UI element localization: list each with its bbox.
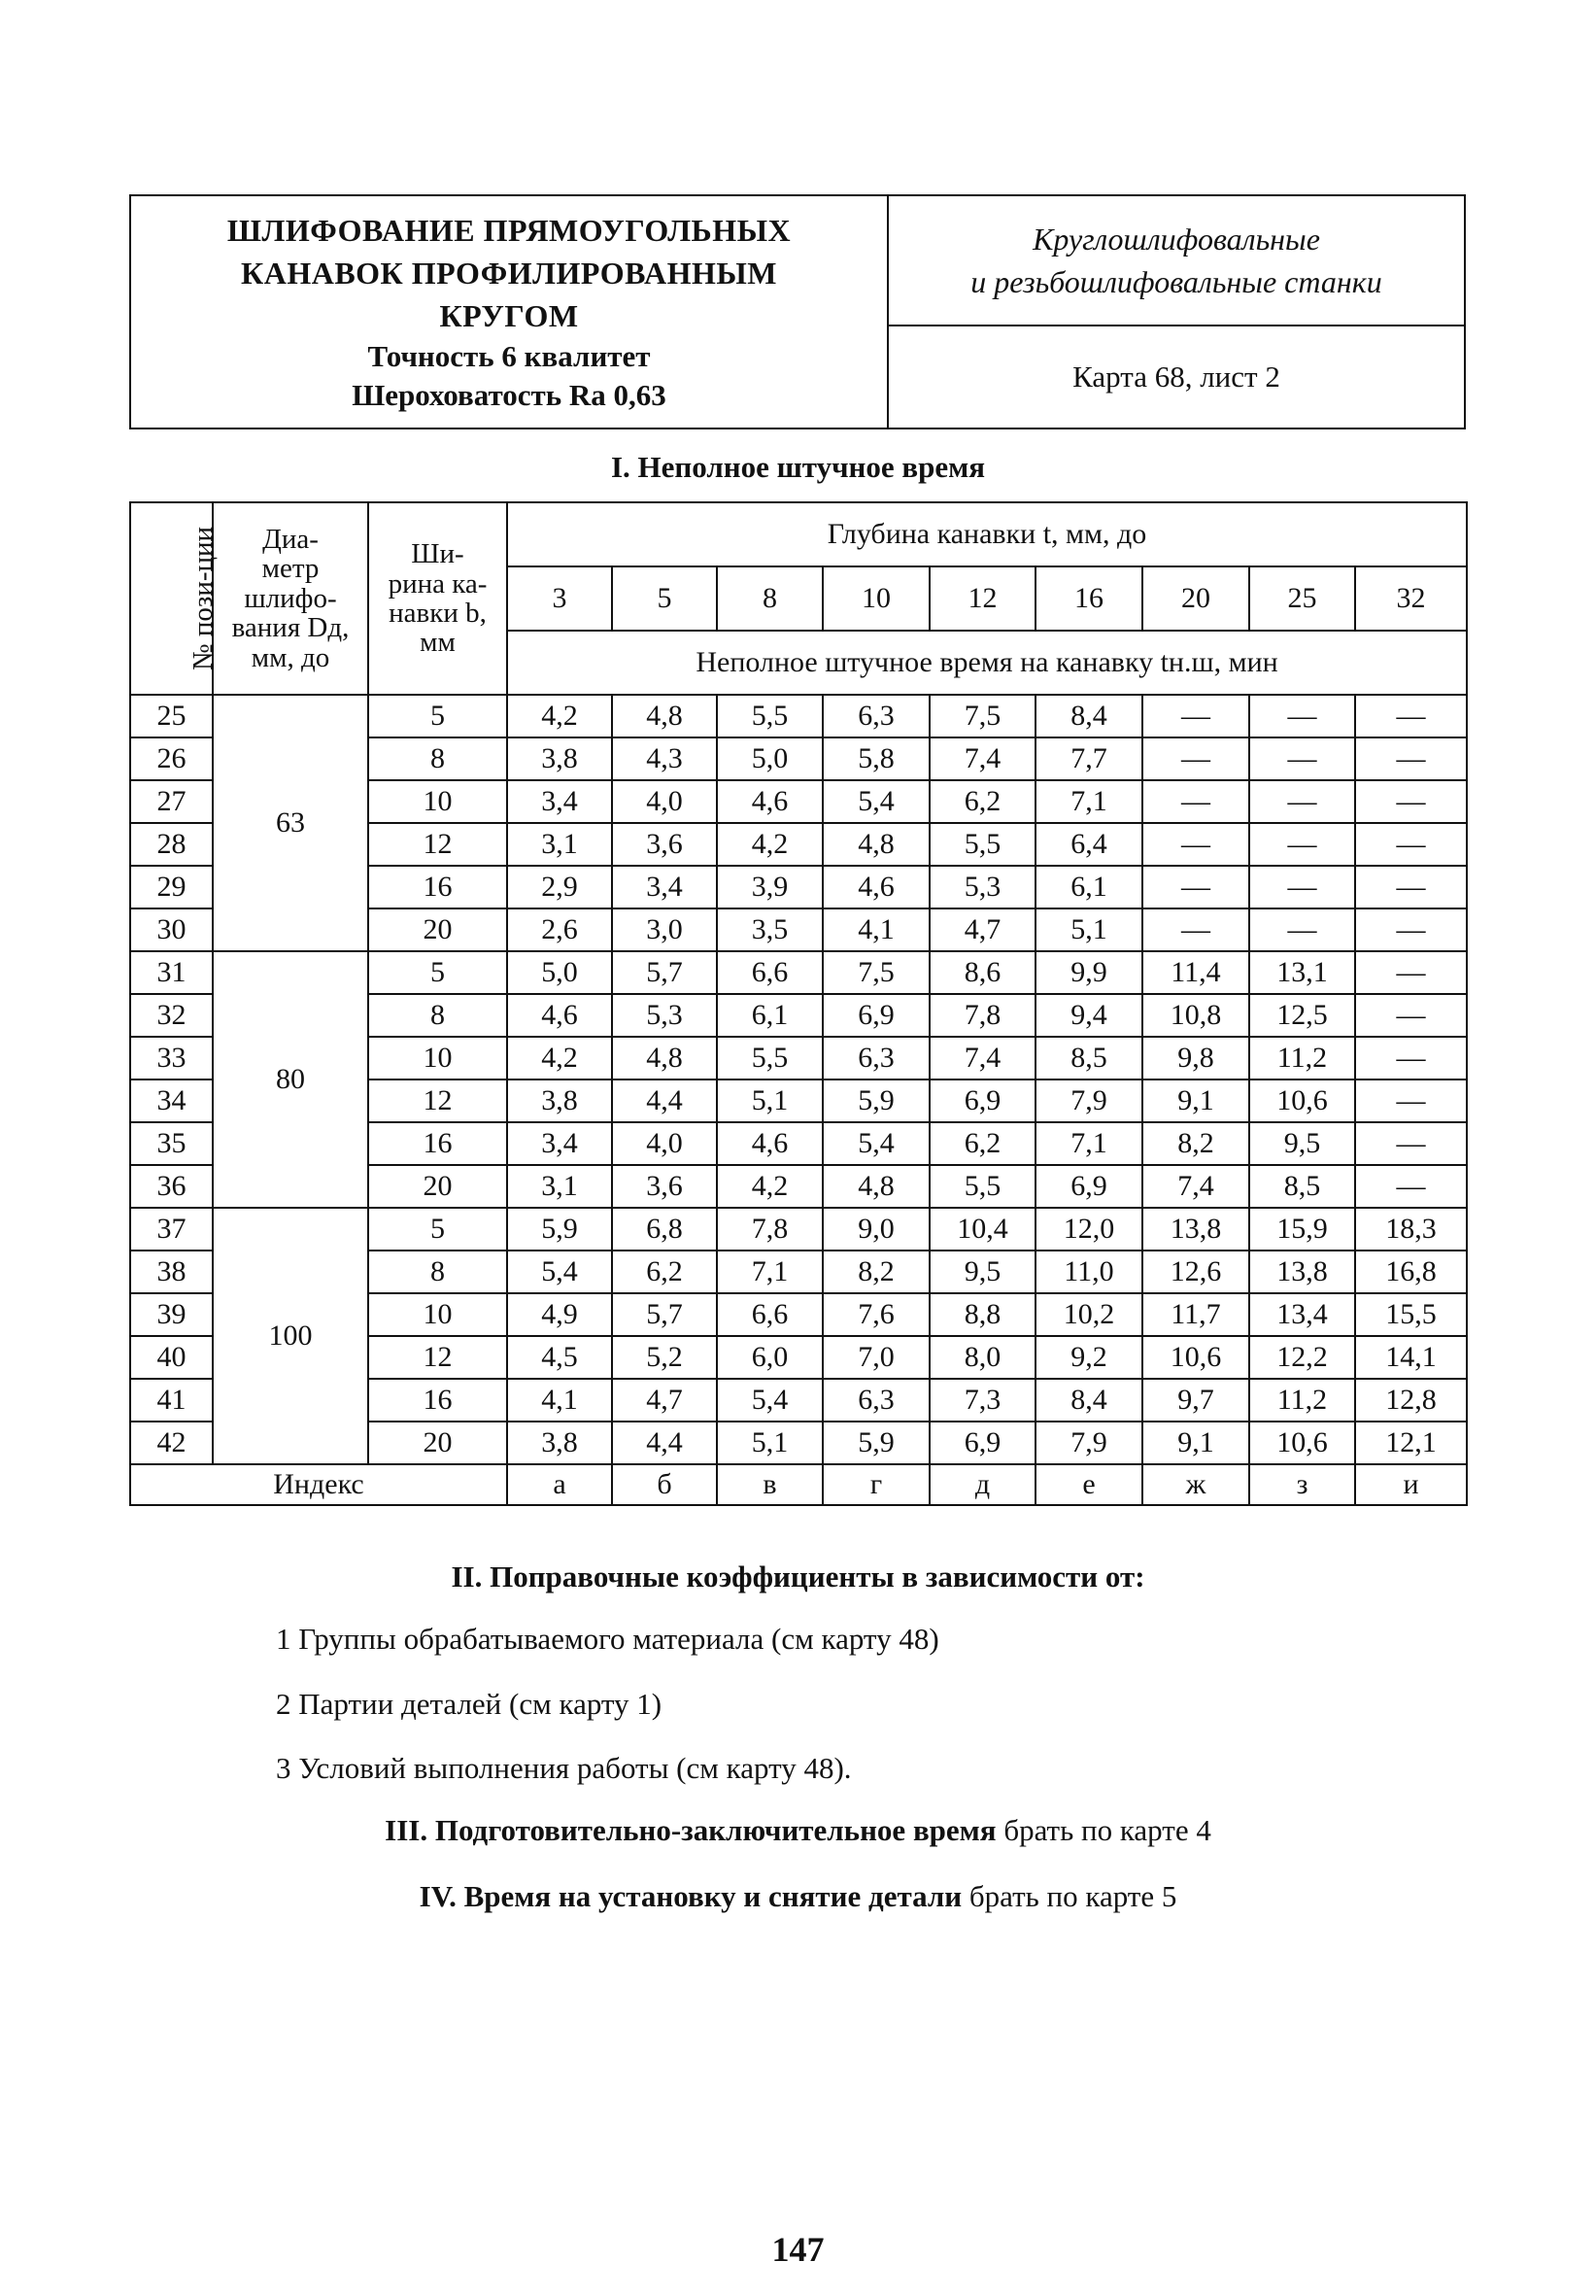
position-cell: 28 bbox=[130, 823, 213, 866]
time-value-cell: 5,7 bbox=[612, 1293, 717, 1336]
section-4 bbox=[0, 1879, 1596, 1914]
width-cell: 16 bbox=[368, 1122, 507, 1165]
time-value-cell: 3,6 bbox=[612, 1165, 717, 1208]
time-value-cell: 6,2 bbox=[930, 1122, 1036, 1165]
depth-cell: 5 bbox=[612, 566, 717, 631]
time-value-cell: 6,9 bbox=[823, 994, 930, 1037]
position-cell: 26 bbox=[130, 737, 213, 780]
time-value-cell: 4,1 bbox=[507, 1379, 612, 1422]
time-value-cell: 4,4 bbox=[612, 1422, 717, 1464]
time-value-cell: 5,3 bbox=[930, 866, 1036, 908]
time-value-cell: — bbox=[1355, 866, 1467, 908]
diameter-header-line: Диа- bbox=[262, 523, 319, 555]
time-value-cell: 4,1 bbox=[823, 908, 930, 951]
time-value-cell: — bbox=[1355, 951, 1467, 994]
position-cell: 31 bbox=[130, 951, 213, 994]
section-3-text: брать по карте 4 bbox=[996, 1813, 1211, 1847]
time-value-cell: — bbox=[1355, 994, 1467, 1037]
depth-header: Глубина канавки t, мм, до bbox=[507, 502, 1467, 566]
diameter-cell: 63 bbox=[213, 695, 368, 951]
machines-cell bbox=[889, 196, 1464, 326]
width-header-line: навки b, bbox=[389, 598, 487, 629]
depth-cell: 25 bbox=[1249, 566, 1355, 631]
time-value-cell: 5,5 bbox=[930, 1165, 1036, 1208]
time-value-cell: — bbox=[1249, 908, 1355, 951]
time-value-cell: 3,9 bbox=[717, 866, 823, 908]
time-value-cell: 7,1 bbox=[717, 1251, 823, 1293]
time-value-cell: 4,8 bbox=[612, 695, 717, 737]
time-value-cell: 10,6 bbox=[1142, 1336, 1249, 1379]
time-header: Неполное штучное время на канавку tн.ш, мин bbox=[507, 631, 1467, 695]
time-value-cell: 6,8 bbox=[612, 1208, 717, 1251]
time-value-cell: 7,8 bbox=[930, 994, 1036, 1037]
time-value-cell: 9,0 bbox=[823, 1208, 930, 1251]
width-cell: 5 bbox=[368, 951, 507, 994]
position-cell: 41 bbox=[130, 1379, 213, 1422]
time-value-cell: 18,3 bbox=[1355, 1208, 1467, 1251]
time-value-cell: — bbox=[1355, 908, 1467, 951]
time-value-cell: 5,5 bbox=[717, 1037, 823, 1079]
time-value-cell: 4,5 bbox=[507, 1336, 612, 1379]
time-value-cell: 9,1 bbox=[1142, 1079, 1249, 1122]
time-value-cell: — bbox=[1249, 823, 1355, 866]
time-value-cell: — bbox=[1249, 695, 1355, 737]
time-value-cell: 12,0 bbox=[1036, 1208, 1142, 1251]
time-value-cell: — bbox=[1142, 695, 1249, 737]
time-value-cell: 7,4 bbox=[1142, 1165, 1249, 1208]
width-cell: 12 bbox=[368, 1336, 507, 1379]
depth-cell: 20 bbox=[1142, 566, 1249, 631]
time-value-cell: 6,2 bbox=[930, 780, 1036, 823]
time-value-cell: 13,1 bbox=[1249, 951, 1355, 994]
time-value-cell: 5,5 bbox=[717, 695, 823, 737]
time-value-cell: 7,9 bbox=[1036, 1079, 1142, 1122]
width-cell: 16 bbox=[368, 866, 507, 908]
time-value-cell: 8,2 bbox=[823, 1251, 930, 1293]
depth-cell: 32 bbox=[1355, 566, 1467, 631]
header-title-cell bbox=[131, 196, 889, 428]
depth-cell: 12 bbox=[930, 566, 1036, 631]
width-cell: 8 bbox=[368, 1251, 507, 1293]
time-value-cell: 6,3 bbox=[823, 1379, 930, 1422]
width-cell: 8 bbox=[368, 737, 507, 780]
time-value-cell: 5,1 bbox=[717, 1079, 823, 1122]
diameter-header bbox=[213, 502, 368, 695]
width-cell: 10 bbox=[368, 1037, 507, 1079]
time-value-cell: 5,4 bbox=[507, 1251, 612, 1293]
page-number: 147 bbox=[771, 2230, 825, 2269]
note-2: 2 Партии деталей (см карту 1) bbox=[276, 1687, 662, 1721]
time-value-cell: 9,5 bbox=[930, 1251, 1036, 1293]
time-value-cell: 8,5 bbox=[1249, 1165, 1355, 1208]
time-value-cell: 4,0 bbox=[612, 1122, 717, 1165]
time-value-cell: 9,1 bbox=[1142, 1422, 1249, 1464]
time-value-cell: 5,4 bbox=[823, 1122, 930, 1165]
time-value-cell: 6,0 bbox=[717, 1336, 823, 1379]
time-value-cell: 6,9 bbox=[930, 1422, 1036, 1464]
time-value-cell: 11,7 bbox=[1142, 1293, 1249, 1336]
time-value-cell: 15,5 bbox=[1355, 1293, 1467, 1336]
time-value-cell: 3,8 bbox=[507, 1079, 612, 1122]
section-4-title: IV. Время на установку и снятие детали bbox=[419, 1879, 963, 1913]
time-value-cell: 8,4 bbox=[1036, 1379, 1142, 1422]
width-cell: 20 bbox=[368, 908, 507, 951]
time-value-cell: 7,7 bbox=[1036, 737, 1142, 780]
time-value-cell: 10,6 bbox=[1249, 1422, 1355, 1464]
depth-cell: 10 bbox=[823, 566, 930, 631]
time-value-cell: 11,0 bbox=[1036, 1251, 1142, 1293]
position-cell: 38 bbox=[130, 1251, 213, 1293]
time-value-cell: 4,6 bbox=[507, 994, 612, 1037]
width-cell: 10 bbox=[368, 1293, 507, 1336]
time-value-cell: 4,9 bbox=[507, 1293, 612, 1336]
time-value-cell: 6,6 bbox=[717, 1293, 823, 1336]
time-value-cell: 7,4 bbox=[930, 737, 1036, 780]
time-value-cell: 9,7 bbox=[1142, 1379, 1249, 1422]
table-row bbox=[130, 951, 1467, 994]
time-value-cell: 5,9 bbox=[823, 1422, 930, 1464]
time-value-cell: 8,5 bbox=[1036, 1037, 1142, 1079]
diameter-header-line: мм, до bbox=[251, 641, 330, 673]
time-value-cell: 4,6 bbox=[823, 866, 930, 908]
time-table bbox=[129, 501, 1468, 1506]
time-value-cell: 9,5 bbox=[1249, 1122, 1355, 1165]
time-value-cell: 9,4 bbox=[1036, 994, 1142, 1037]
position-cell: 34 bbox=[130, 1079, 213, 1122]
time-value-cell: 4,6 bbox=[717, 1122, 823, 1165]
time-value-cell: 4,7 bbox=[930, 908, 1036, 951]
time-value-cell: 4,7 bbox=[612, 1379, 717, 1422]
depth-cell: 3 bbox=[507, 566, 612, 631]
header-right bbox=[889, 196, 1464, 428]
width-header-line: Ши- bbox=[411, 538, 464, 570]
time-value-cell: 4,2 bbox=[717, 823, 823, 866]
time-value-cell: 4,8 bbox=[823, 1165, 930, 1208]
time-value-cell: 7,8 bbox=[717, 1208, 823, 1251]
index-letter-cell: д bbox=[930, 1464, 1036, 1505]
time-value-cell: 4,2 bbox=[507, 695, 612, 737]
card-number: Карта 68, лист 2 bbox=[1072, 360, 1280, 394]
time-value-cell: 4,2 bbox=[507, 1037, 612, 1079]
time-value-cell: 4,6 bbox=[717, 780, 823, 823]
note-1: 1 Группы обрабатываемого материала (см карту 48) bbox=[276, 1622, 939, 1656]
time-value-cell: 5,7 bbox=[612, 951, 717, 994]
note-3: 3 Условий выполнения работы (см карту 48). bbox=[276, 1751, 852, 1785]
time-value-cell: 11,4 bbox=[1142, 951, 1249, 994]
time-value-cell: 11,2 bbox=[1249, 1379, 1355, 1422]
time-value-cell: — bbox=[1249, 737, 1355, 780]
time-value-cell: 10,4 bbox=[930, 1208, 1036, 1251]
time-value-cell: 7,4 bbox=[930, 1037, 1036, 1079]
time-value-cell: 3,8 bbox=[507, 1422, 612, 1464]
index-letter-cell: г bbox=[823, 1464, 930, 1505]
time-value-cell: — bbox=[1355, 823, 1467, 866]
time-value-cell: 5,3 bbox=[612, 994, 717, 1037]
position-cell: 29 bbox=[130, 866, 213, 908]
header-block bbox=[129, 194, 1466, 429]
position-cell: 27 bbox=[130, 780, 213, 823]
title-line-2: КАНАВОК ПРОФИЛИРОВАННЫМ bbox=[241, 256, 777, 291]
index-letter-cell: б bbox=[612, 1464, 717, 1505]
time-value-cell: — bbox=[1142, 823, 1249, 866]
position-cell: 36 bbox=[130, 1165, 213, 1208]
position-cell: 37 bbox=[130, 1208, 213, 1251]
time-value-cell: 7,6 bbox=[823, 1293, 930, 1336]
time-value-cell: 13,8 bbox=[1249, 1251, 1355, 1293]
time-value-cell: 6,3 bbox=[823, 1037, 930, 1079]
time-value-cell: 6,3 bbox=[823, 695, 930, 737]
time-value-cell: 3,4 bbox=[507, 780, 612, 823]
time-value-cell: 12,2 bbox=[1249, 1336, 1355, 1379]
time-value-cell: 2,9 bbox=[507, 866, 612, 908]
time-value-cell: — bbox=[1355, 1122, 1467, 1165]
time-value-cell: — bbox=[1249, 866, 1355, 908]
time-value-cell: 7,1 bbox=[1036, 780, 1142, 823]
section-3-title: III. Подготовительно-заключительное время bbox=[385, 1813, 997, 1847]
time-value-cell: 2,6 bbox=[507, 908, 612, 951]
time-value-cell: 4,8 bbox=[823, 823, 930, 866]
time-value-cell: 4,2 bbox=[717, 1165, 823, 1208]
position-cell: 32 bbox=[130, 994, 213, 1037]
index-letter-cell: з bbox=[1249, 1464, 1355, 1505]
time-value-cell: 3,8 bbox=[507, 737, 612, 780]
accuracy: Точность 6 квалитет bbox=[367, 339, 651, 373]
time-value-cell: 9,2 bbox=[1036, 1336, 1142, 1379]
title-line-3: КРУГОМ bbox=[439, 298, 579, 333]
index-letter-cell: и bbox=[1355, 1464, 1467, 1505]
time-value-cell: — bbox=[1142, 908, 1249, 951]
time-value-cell: 7,1 bbox=[1036, 1122, 1142, 1165]
diameter-cell: 100 bbox=[213, 1208, 368, 1464]
width-header bbox=[368, 502, 507, 695]
time-value-cell: 8,4 bbox=[1036, 695, 1142, 737]
time-value-cell: 6,1 bbox=[1036, 866, 1142, 908]
position-cell: 35 bbox=[130, 1122, 213, 1165]
time-value-cell: — bbox=[1355, 695, 1467, 737]
diameter-cell: 80 bbox=[213, 951, 368, 1208]
time-value-cell: 14,1 bbox=[1355, 1336, 1467, 1379]
time-value-cell: 5,0 bbox=[507, 951, 612, 994]
index-row bbox=[130, 1464, 1467, 1505]
index-label: Индекс bbox=[130, 1464, 507, 1505]
index-letter-cell: ж bbox=[1142, 1464, 1249, 1505]
time-value-cell: 12,1 bbox=[1355, 1422, 1467, 1464]
position-header-label: № пози-ции bbox=[187, 526, 220, 671]
roughness: Шероховатость Ra 0,63 bbox=[352, 378, 666, 412]
time-value-cell: 5,1 bbox=[717, 1422, 823, 1464]
time-value-cell: — bbox=[1355, 1079, 1467, 1122]
time-value-cell: 6,9 bbox=[930, 1079, 1036, 1122]
time-value-cell: 3,6 bbox=[612, 823, 717, 866]
time-value-cell: — bbox=[1355, 1165, 1467, 1208]
position-cell: 30 bbox=[130, 908, 213, 951]
machines-line-2: и резьбошлифовальные станки bbox=[970, 264, 1382, 299]
depth-cell: 8 bbox=[717, 566, 823, 631]
position-cell: 42 bbox=[130, 1422, 213, 1464]
time-value-cell: 3,0 bbox=[612, 908, 717, 951]
section-2-title: II. Поправочные коэффициенты в зависимости от: bbox=[451, 1559, 1145, 1593]
title-line-1: ШЛИФОВАНИЕ ПРЯМОУГОЛЬНЫХ bbox=[226, 213, 792, 248]
time-value-cell: 9,8 bbox=[1142, 1037, 1249, 1079]
position-cell: 33 bbox=[130, 1037, 213, 1079]
position-cell: 39 bbox=[130, 1293, 213, 1336]
width-cell: 8 bbox=[368, 994, 507, 1037]
width-cell: 10 bbox=[368, 780, 507, 823]
time-value-cell: — bbox=[1355, 1037, 1467, 1079]
time-value-cell: 9,9 bbox=[1036, 951, 1142, 994]
time-value-cell: 5,5 bbox=[930, 823, 1036, 866]
index-letter-cell: е bbox=[1036, 1464, 1142, 1505]
time-value-cell: 5,0 bbox=[717, 737, 823, 780]
time-value-cell: 12,5 bbox=[1249, 994, 1355, 1037]
time-value-cell: 6,4 bbox=[1036, 823, 1142, 866]
time-value-cell: — bbox=[1249, 780, 1355, 823]
time-value-cell: 4,8 bbox=[612, 1037, 717, 1079]
time-value-cell: 6,2 bbox=[612, 1251, 717, 1293]
time-value-cell: 3,1 bbox=[507, 1165, 612, 1208]
width-header-line: рина ка- bbox=[388, 567, 488, 600]
width-cell: 12 bbox=[368, 823, 507, 866]
time-value-cell: 4,4 bbox=[612, 1079, 717, 1122]
time-value-cell: 8,2 bbox=[1142, 1122, 1249, 1165]
time-value-cell: 5,9 bbox=[507, 1208, 612, 1251]
time-value-cell: 5,9 bbox=[823, 1079, 930, 1122]
time-value-cell: 15,9 bbox=[1249, 1208, 1355, 1251]
diameter-header-line: шлифо- bbox=[244, 582, 337, 614]
time-value-cell: 8,0 bbox=[930, 1336, 1036, 1379]
position-cell: 25 bbox=[130, 695, 213, 737]
time-value-cell: 5,4 bbox=[717, 1379, 823, 1422]
time-value-cell: 3,5 bbox=[717, 908, 823, 951]
time-value-cell: 6,6 bbox=[717, 951, 823, 994]
width-cell: 12 bbox=[368, 1079, 507, 1122]
time-value-cell: 7,0 bbox=[823, 1336, 930, 1379]
time-value-cell: 5,1 bbox=[1036, 908, 1142, 951]
time-value-cell: 13,4 bbox=[1249, 1293, 1355, 1336]
time-value-cell: 16,8 bbox=[1355, 1251, 1467, 1293]
time-value-cell: 7,5 bbox=[823, 951, 930, 994]
section-3 bbox=[0, 1813, 1596, 1848]
depth-cell: 16 bbox=[1036, 566, 1142, 631]
time-value-cell: 10,2 bbox=[1036, 1293, 1142, 1336]
width-cell: 20 bbox=[368, 1422, 507, 1464]
width-cell: 5 bbox=[368, 695, 507, 737]
time-value-cell: — bbox=[1355, 780, 1467, 823]
index-letter-cell: в bbox=[717, 1464, 823, 1505]
time-value-cell: 12,8 bbox=[1355, 1379, 1467, 1422]
time-value-cell: 4,3 bbox=[612, 737, 717, 780]
time-value-cell: 3,4 bbox=[507, 1122, 612, 1165]
machines-line-1: Круглошлифовальные bbox=[1033, 222, 1320, 257]
time-value-cell: 12,6 bbox=[1142, 1251, 1249, 1293]
diameter-header-line: вания Dд, bbox=[231, 612, 350, 644]
diameter-header-line: метр bbox=[261, 553, 320, 585]
time-value-cell: 8,6 bbox=[930, 951, 1036, 994]
time-value-cell: 7,5 bbox=[930, 695, 1036, 737]
width-cell: 5 bbox=[368, 1208, 507, 1251]
time-value-cell: 3,4 bbox=[612, 866, 717, 908]
time-value-cell: 7,9 bbox=[1036, 1422, 1142, 1464]
time-value-cell: 11,2 bbox=[1249, 1037, 1355, 1079]
section-4-text: брать по карте 5 bbox=[962, 1879, 1177, 1913]
width-cell: 16 bbox=[368, 1379, 507, 1422]
time-value-cell: 5,4 bbox=[823, 780, 930, 823]
time-value-cell: — bbox=[1142, 866, 1249, 908]
time-value-cell: 4,0 bbox=[612, 780, 717, 823]
table-row bbox=[130, 1208, 1467, 1251]
time-value-cell: 7,3 bbox=[930, 1379, 1036, 1422]
position-cell: 40 bbox=[130, 1336, 213, 1379]
section-1-title: I. Неполное штучное время bbox=[610, 450, 986, 484]
time-value-cell: 3,1 bbox=[507, 823, 612, 866]
time-value-cell: 6,9 bbox=[1036, 1165, 1142, 1208]
time-value-cell: 13,8 bbox=[1142, 1208, 1249, 1251]
index-letter-cell: а bbox=[507, 1464, 612, 1505]
table-row bbox=[130, 695, 1467, 737]
time-value-cell: — bbox=[1142, 737, 1249, 780]
position-header bbox=[130, 502, 220, 695]
time-value-cell: — bbox=[1355, 737, 1467, 780]
time-value-cell: 6,1 bbox=[717, 994, 823, 1037]
time-value-cell: 10,8 bbox=[1142, 994, 1249, 1037]
width-header-line: мм bbox=[420, 627, 456, 659]
time-value-cell: 5,2 bbox=[612, 1336, 717, 1379]
time-value-cell: — bbox=[1142, 780, 1249, 823]
time-value-cell: 5,8 bbox=[823, 737, 930, 780]
time-value-cell: 8,8 bbox=[930, 1293, 1036, 1336]
width-cell: 20 bbox=[368, 1165, 507, 1208]
time-value-cell: 10,6 bbox=[1249, 1079, 1355, 1122]
